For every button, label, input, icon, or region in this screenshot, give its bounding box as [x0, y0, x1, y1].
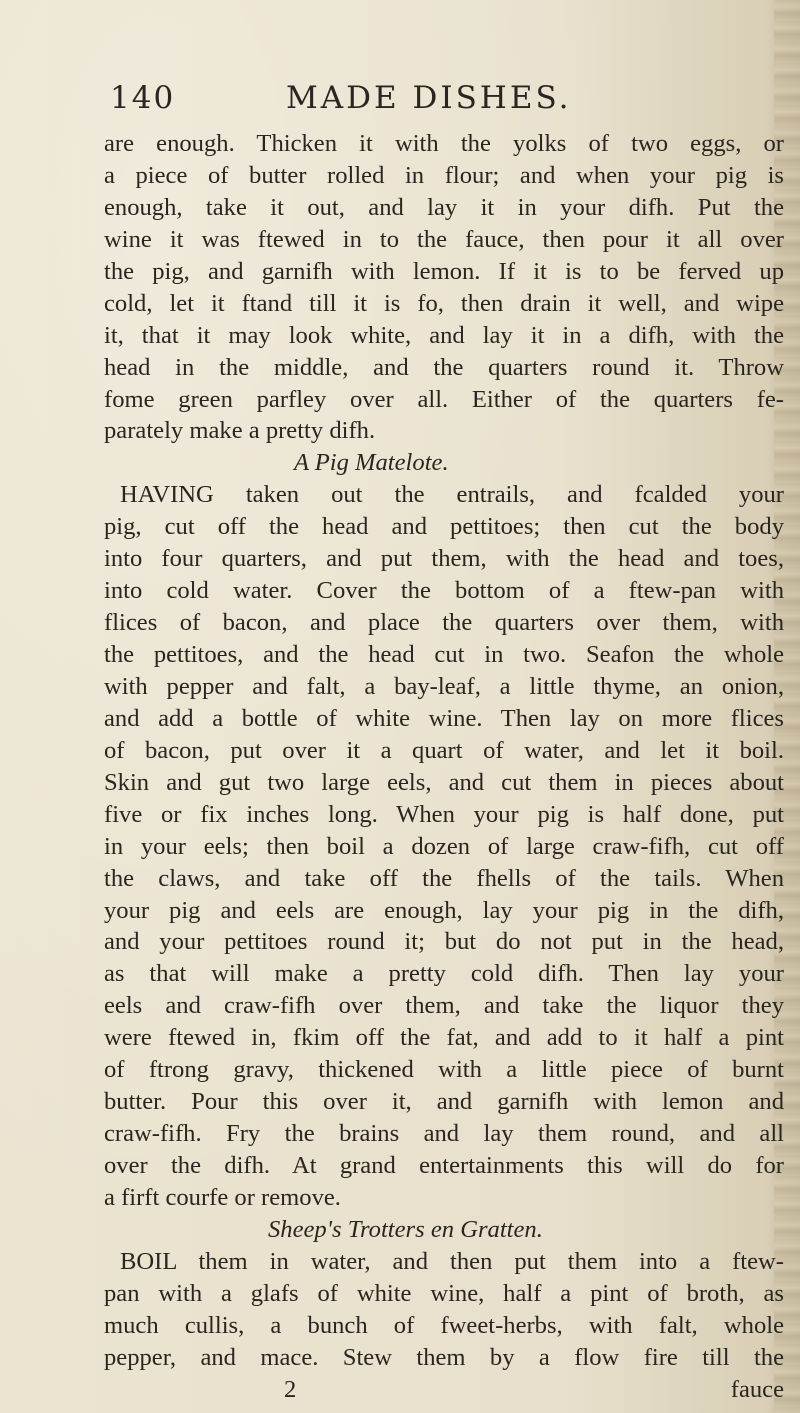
text-line: fome green parfley over all. Either of the quarters fe-: [104, 385, 784, 413]
recipe-heading-pig-matelote: A Pig Matelote.: [294, 449, 449, 477]
catchword: fauce: [730, 1375, 784, 1403]
text-line: in your eels; then boil a dozen of large craw-fifh, cut off: [104, 832, 784, 860]
text-line: parately make a pretty difh.: [104, 417, 376, 445]
text-line: pan with a glafs of white wine, half a pint of broth, as: [104, 1279, 784, 1307]
text-line: it, that it may look white, and lay it in a difh, with the: [104, 321, 784, 349]
text-line: of ftrong gravy, thickened with a little piece of burnt: [104, 1056, 784, 1084]
page-number: 140: [110, 80, 176, 116]
text-line: Skin and gut two large eels, and cut them in pieces about: [104, 768, 784, 796]
page-text: [104, 128, 784, 1406]
text-line: butter. Pour this over it, and garnifh with lemon and: [104, 1088, 784, 1116]
text-line: cold, let it ftand till it is fo, then drain it well, and wipe: [104, 289, 784, 317]
signature-mark: 2: [284, 1375, 297, 1403]
text-line: are enough. Thicken it with the yolks of two eggs, or: [104, 130, 784, 157]
text-line: over the difh. At grand entertainments this will do for: [104, 1152, 784, 1179]
text-line: the pig, and garnifh with lemon. If it is to be ferved up: [104, 257, 784, 285]
text-line: of bacon, put over it a quart of water, and let it boil.: [104, 736, 784, 764]
text-line: a piece of butter rolled in flour; and when your pig is: [104, 161, 784, 189]
text-line: craw-fifh. Fry the brains and lay them round, and all: [104, 1120, 784, 1148]
text-line: flices of bacon, and place the quarters over them, with: [104, 609, 784, 637]
text-line: eels and craw-fifh over them, and take the liquor they: [104, 992, 784, 1020]
text-line: head in the middle, and the quarters round it. Throw: [104, 353, 784, 381]
text-line: much cullis, a bunch of fweet-herbs, with falt, whole: [104, 1311, 784, 1339]
text-line: enough, take it out, and lay it in your difh. Put the: [104, 193, 784, 221]
text-line: a firft courfe or remove.: [104, 1183, 341, 1211]
text-line: pepper, and mace. Stew them by a flow fire till the: [104, 1343, 784, 1371]
text-line: into four quarters, and put them, with the head and toes,: [104, 545, 784, 573]
text-line: with pepper and falt, a bay-leaf, a little thyme, an onion,: [104, 672, 784, 700]
text-line: BOIL them in water, and then put them into a ftew-: [120, 1247, 784, 1275]
page-header: [110, 80, 730, 126]
text-line: into cold water. Cover the bottom of a ftew-pan with: [104, 577, 784, 605]
text-line: as that will make a pretty cold difh. Then lay your: [104, 960, 784, 988]
recipe-heading-sheeps-trotters: Sheep's Trotters en Gratten.: [268, 1215, 543, 1243]
text-line: and add a bottle of white wine. Then lay on more flices: [104, 704, 784, 732]
text-line: your pig and eels are enough, lay your pig in the difh,: [104, 896, 784, 924]
text-line: the claws, and take off the fhells of the tails. When: [104, 864, 784, 892]
text-line: pig, cut off the head and pettitoes; then cut the body: [104, 513, 784, 541]
text-line: were ftewed in, fkim off the fat, and add to it half a pint: [104, 1024, 784, 1052]
running-title: MADE DISHES.: [286, 80, 572, 116]
text-line: the pettitoes, and the head cut in two. Seafon the whole: [104, 641, 784, 668]
text-line: wine it was ftewed in to the fauce, then pour it all over: [104, 225, 784, 253]
text-line: HAVING taken out the entrails, and fcalded your: [120, 481, 784, 509]
text-line: five or fix inches long. When your pig is half done, put: [104, 800, 784, 828]
page-footer: [104, 1374, 784, 1406]
text-line: and your pettitoes round it; but do not put in the head,: [104, 928, 784, 956]
